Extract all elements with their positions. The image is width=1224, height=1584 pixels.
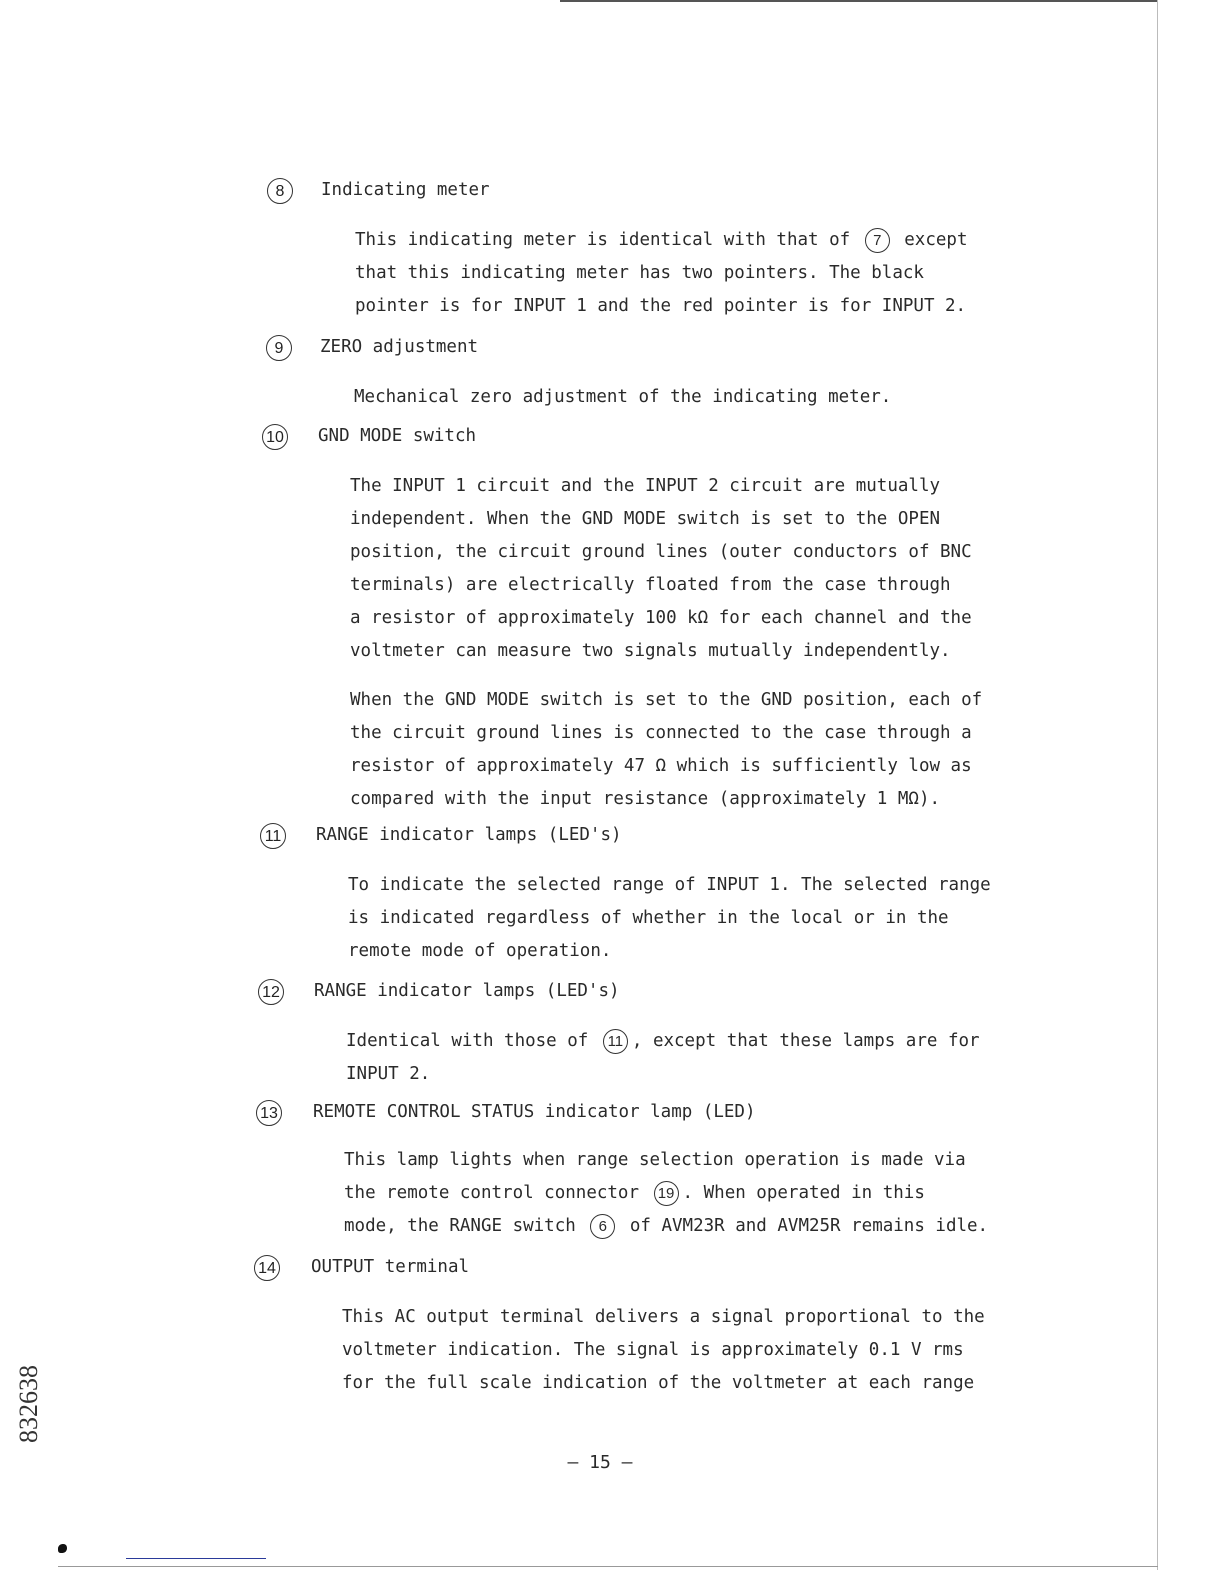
item-reference-badge: 6 — [590, 1214, 615, 1239]
item-title: RANGE indicator lamps (LED's) — [314, 981, 620, 1001]
body-line — [344, 1177, 988, 1210]
body-line — [350, 503, 972, 536]
item-title: REMOTE CONTROL STATUS indicator lamp (LED) — [313, 1102, 756, 1122]
item-body — [344, 1144, 988, 1243]
body-text: voltmeter can measure two signals mutually independently. — [350, 641, 951, 661]
body-line — [355, 290, 968, 323]
body-line — [342, 1367, 985, 1400]
body-line — [355, 257, 968, 290]
body-text: is indicated regardless of whether in the local or in the — [348, 908, 949, 928]
item-number-badge: 14 — [254, 1255, 280, 1281]
body-text: a resistor of approximately 100 kΩ for each channel and the — [350, 608, 972, 628]
body-text: Mechanical zero adjustment of the indicating meter. — [354, 387, 892, 407]
body-text: This lamp lights when range selection operation is made via — [344, 1150, 966, 1170]
item-body — [346, 1025, 980, 1091]
body-text: except — [893, 230, 968, 250]
body-line — [344, 1210, 988, 1243]
body-text: This indicating meter is identical with that of — [355, 230, 861, 250]
item-number-badge: 9 — [266, 335, 292, 361]
body-text: resistor of approximately 47 Ω which is sufficiently low as — [350, 756, 972, 776]
item-body — [342, 1301, 985, 1400]
body-text: that this indicating meter has two pointers. The black — [355, 263, 924, 283]
body-line — [350, 717, 982, 750]
item-number-badge: 11 — [260, 823, 286, 849]
body-text: terminals) are electrically floated from the case through — [350, 575, 951, 595]
body-text: . When operated in this — [682, 1183, 925, 1203]
body-text: When the GND MODE switch is set to the GND position, each of — [350, 690, 983, 710]
item-title: RANGE indicator lamps (LED's) — [316, 825, 622, 845]
body-text: To indicate the selected range of INPUT 1. The selected range — [348, 875, 991, 895]
item-title: ZERO adjustment — [320, 337, 479, 357]
body-text: INPUT 2. — [346, 1064, 431, 1084]
body-text: of AVM23R and AVM25R remains idle. — [619, 1216, 989, 1236]
ink-mark — [58, 1544, 67, 1553]
item-number-badge: 8 — [267, 178, 293, 204]
body-line — [350, 470, 972, 503]
scan-edge-top — [560, 0, 1158, 2]
body-text: remote mode of operation. — [348, 941, 612, 961]
body-text: the circuit ground lines is connected to the case through a — [350, 723, 972, 743]
item-reference-badge: 19 — [654, 1181, 679, 1206]
body-line — [342, 1334, 985, 1367]
handwritten-margin-note: 832638 — [14, 1365, 43, 1443]
item-reference-badge: 11 — [603, 1029, 628, 1054]
item-reference-badge: 7 — [865, 228, 890, 253]
body-line — [350, 536, 972, 569]
body-line — [350, 783, 982, 816]
item-number-badge: 10 — [262, 424, 288, 450]
body-line — [344, 1144, 988, 1177]
item-title: GND MODE switch — [318, 426, 477, 446]
body-line — [350, 750, 982, 783]
body-line — [348, 869, 991, 902]
body-text: independent. When the GND MODE switch is set to the OPEN — [350, 509, 941, 529]
item-body — [350, 470, 972, 668]
scan-edge-bottom — [58, 1566, 1158, 1567]
item-body — [355, 224, 968, 323]
item-number-badge: 13 — [256, 1100, 282, 1126]
body-text: The INPUT 1 circuit and the INPUT 2 circuit are mutually — [350, 476, 941, 496]
body-line — [346, 1025, 980, 1058]
body-text: voltmeter indication. The signal is approximately 0.1 V rms — [342, 1340, 964, 1360]
body-text: compared with the input resistance (approximately 1 MΩ). — [350, 789, 941, 809]
body-text: Identical with those of — [346, 1031, 599, 1051]
body-line — [354, 381, 891, 414]
scan-mark-blue-line — [126, 1558, 266, 1559]
body-text: , except that these lamps are for — [631, 1031, 980, 1051]
body-line — [355, 224, 968, 257]
body-text: for the full scale indication of the voltmeter at each range — [342, 1373, 975, 1393]
item-body-paragraph-2 — [350, 684, 982, 816]
scan-edge-right — [1157, 0, 1158, 1570]
body-text: mode, the RANGE switch — [344, 1216, 587, 1236]
body-line — [348, 902, 991, 935]
item-body — [354, 381, 891, 414]
body-line — [350, 635, 972, 668]
body-text: pointer is for INPUT 1 and the red pointer is for INPUT 2. — [355, 296, 967, 316]
item-title: Indicating meter — [321, 180, 490, 200]
item-title: OUTPUT terminal — [311, 1257, 470, 1277]
body-line — [346, 1058, 980, 1091]
body-text: This AC output terminal delivers a signal proportional to the — [342, 1307, 985, 1327]
body-line — [350, 602, 972, 635]
body-line — [342, 1301, 985, 1334]
body-text: position, the circuit ground lines (outer conductors of BNC — [350, 542, 972, 562]
body-line — [350, 684, 982, 717]
item-number-badge: 12 — [258, 979, 284, 1005]
body-line — [350, 569, 972, 602]
page-number: – 15 – — [567, 1452, 633, 1473]
body-text: the remote control connector — [344, 1183, 650, 1203]
body-line — [348, 935, 991, 968]
item-body — [348, 869, 991, 968]
